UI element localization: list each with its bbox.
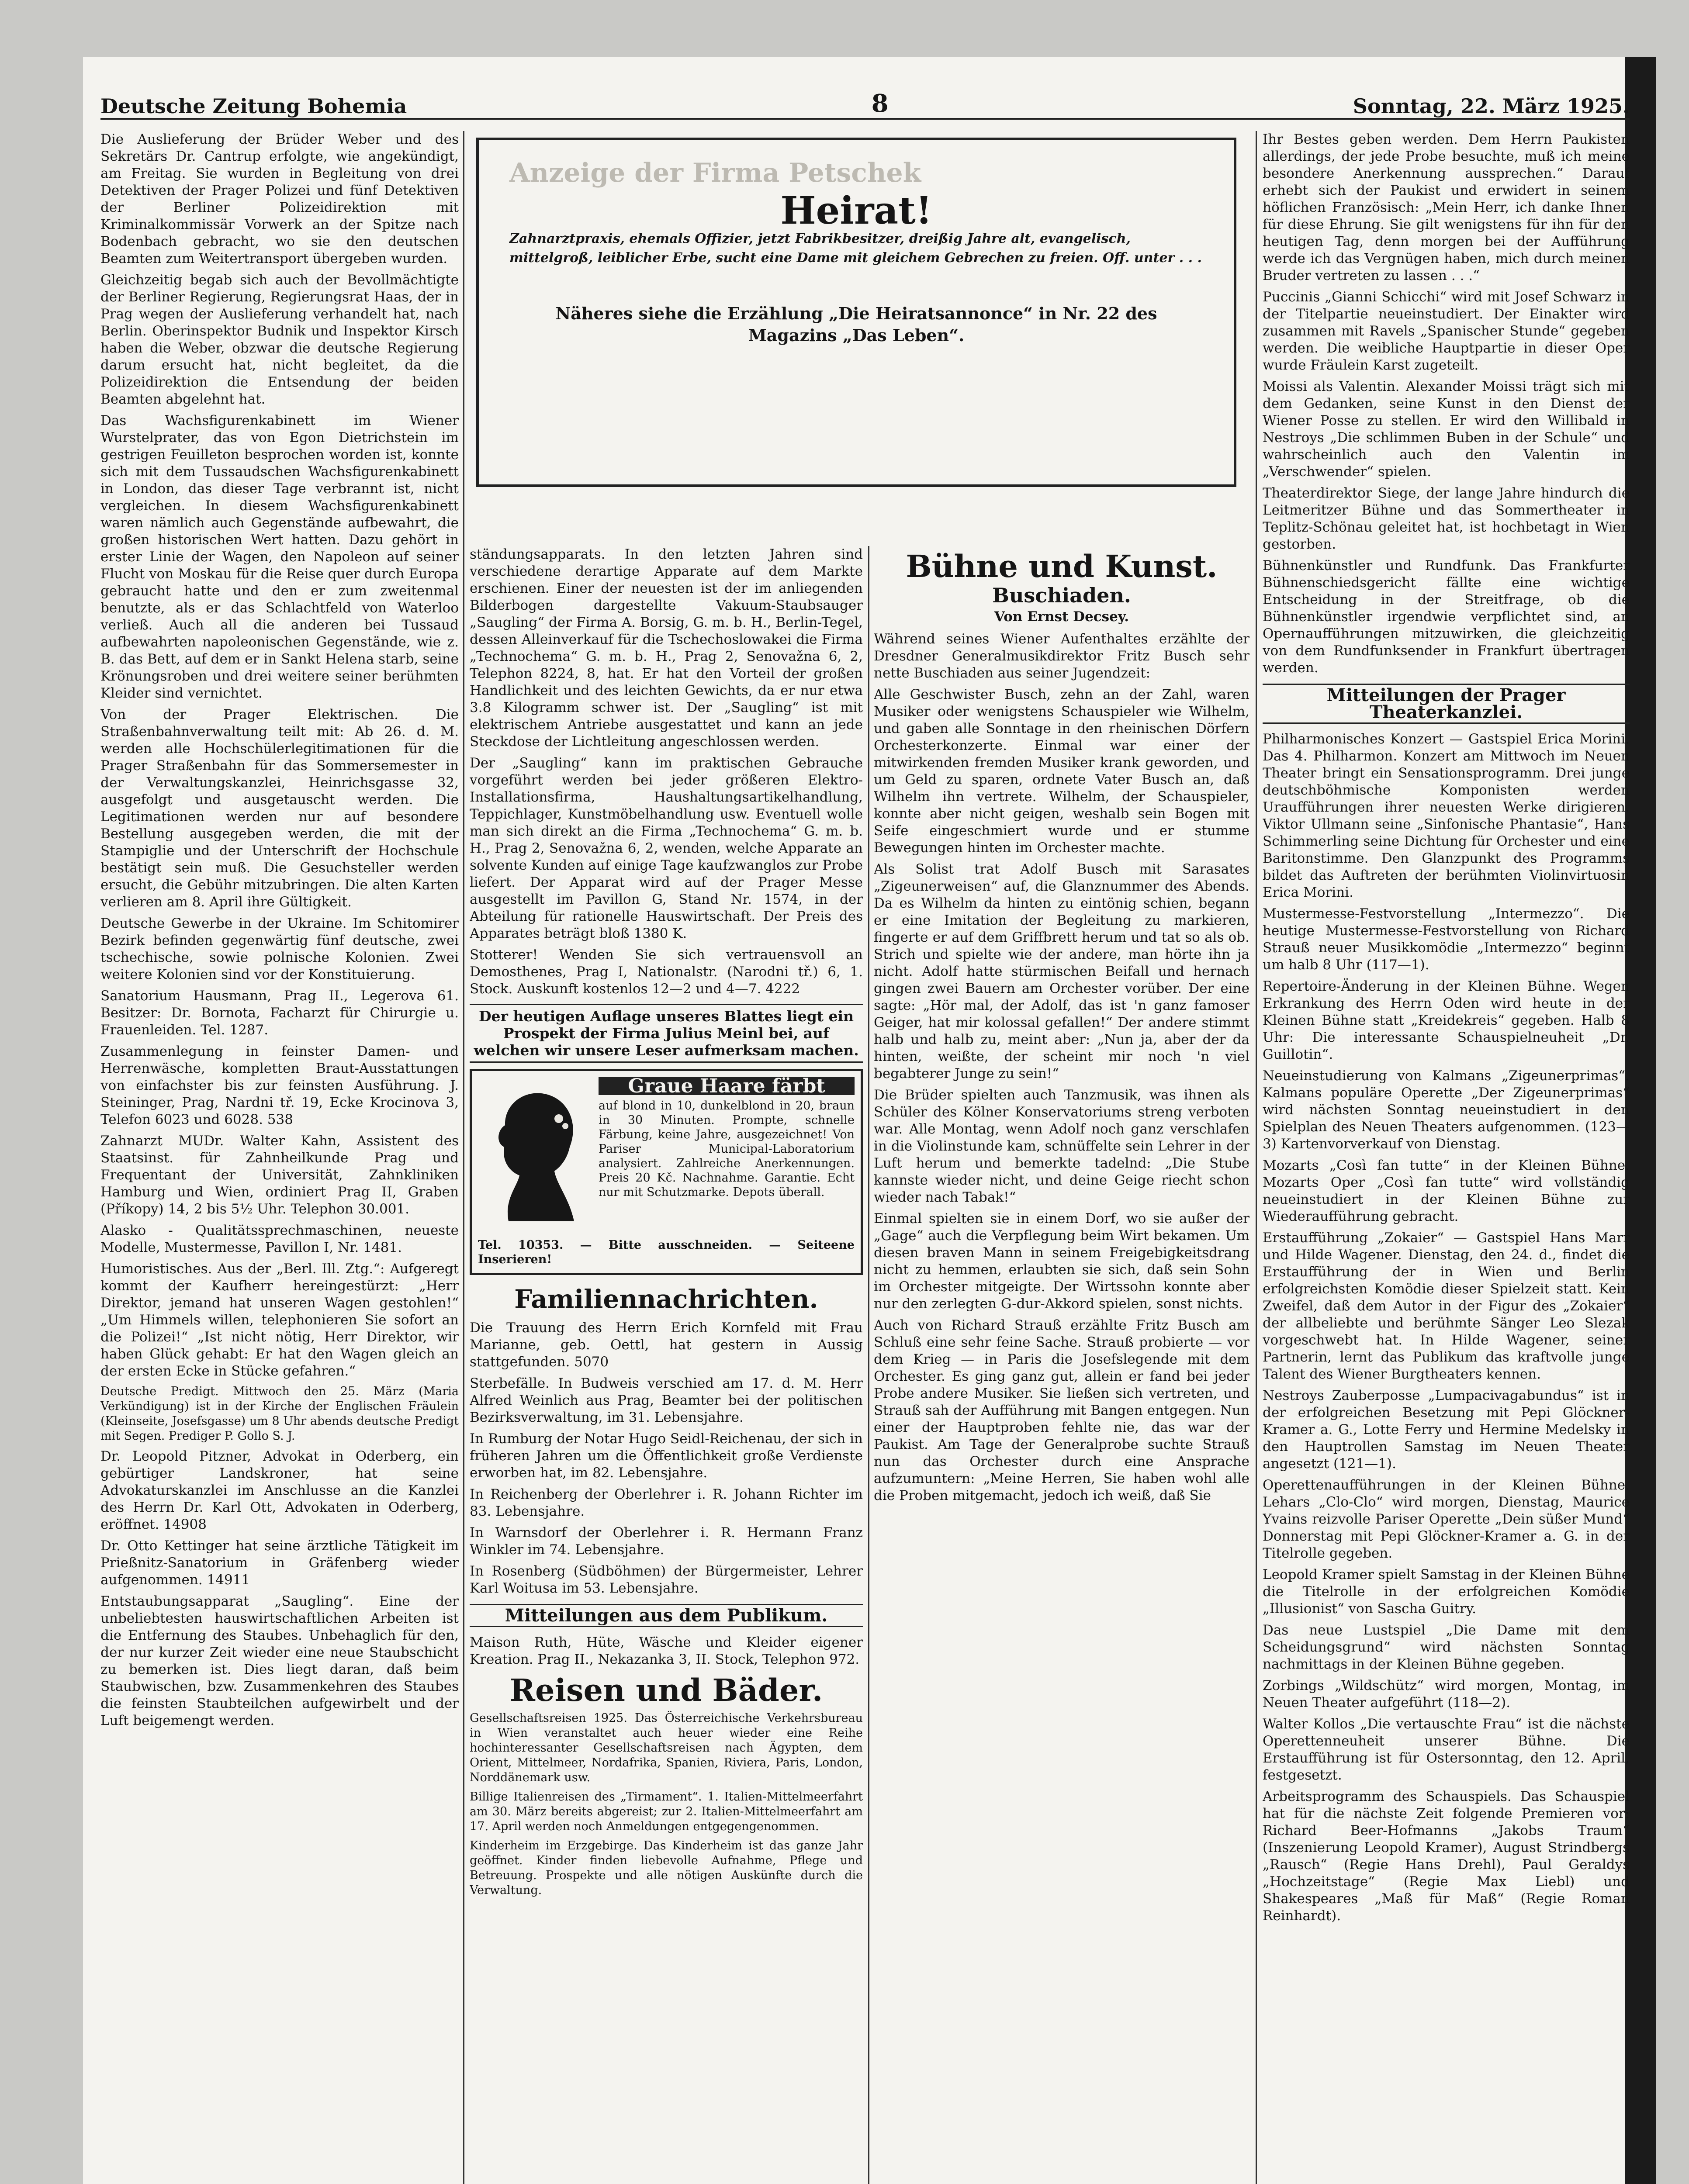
family-notice: In Rosenberg (Südböhmen) der Bürgermeister, Lehrer Karl Woitusa im 53. Lebensjahre. bbox=[470, 1563, 863, 1596]
article-paragraph: Alle Geschwister Busch, zehn an der Zahl, waren Musiker oder wenigstens Schauspieler wie Wilhelm, und gaben alle Sonntage in den rheinischen Dörfern Orchesterkonzerte. Einmal war einer der mitwirkenden fremden Musiker krank geworden, und um Geld zu sparen, ordnete Vater Busch an, daß Wilhelm ihn vertrete. Wilhelm, der Schauspieler, konnte aber nicht geigen, weshalb sein Bogen mit Seife eingeschmiert wurde und er stumme Bewegungen hinten im Orchester machte. bbox=[874, 687, 1249, 856]
section-heading-theater-office: Mitteilungen der Prager Theaterkanzlei. bbox=[1263, 684, 1630, 724]
article-paragraph: Puccinis „Gianni Schicchi“ wird mit Josef Schwarz in der Titelpartie neueinstudiert. Der Einakter wird zusammen mit Ravels „Spanischer Stunde“ gegeben werden. Die weibliche Hauptpartie in dieser Oper wurde Fräulein Karst zugeteilt. bbox=[1263, 289, 1630, 373]
woman-silhouette-icon bbox=[478, 1077, 592, 1234]
article-paragraph: Dr. Leopold Pitzner, Advokat in Oderberg, ein gebürtiger Landskroner, hat seine Advokaturskanzlei im Anschlusse an die Kanzlei des Herrn Dr. Karl Ott, Advokaten in Oderberg, eröffnet. 14908 bbox=[100, 1448, 459, 1532]
hair-ad-footer: Tel. 10353. — Bitte ausschneiden. — Seiteene Inserieren! bbox=[478, 1238, 855, 1266]
column-rule bbox=[868, 546, 869, 2184]
hair-ad-heading: Graue Haare färbt bbox=[599, 1077, 855, 1095]
issue-date: Sonntag, 22. März 1925. bbox=[1353, 94, 1630, 118]
theater-notice: Repertoire-Änderung in der Kleinen Bühne. Wegen Erkrankung des Herrn Oden wird heute in der Kleinen Bühne statt „Kreidekreis“ gegeben. Halb 8 Uhr: Die interessante Schauspielneuheit „Dr. Guillotin“. bbox=[1263, 978, 1630, 1062]
article-paragraph: Von der Prager Elektrischen. Die Straßenbahnverwaltung teilt mit: Ab 26. d. M. werden alle Hochschülerlegitimationen für die Prager Straßenbahn für das Sommersemester in der Verwaltungskanzlei, Heinrichsgasse 32, ausgefolgt und ausgetauscht werden. Die Legitimationen werden nur auf besondere Bestellung ausgegeben werden, die mit der Stampiglie und der Unterschrift der Hochschule bestätigt sein muß. Die Gesuchsteller werden ersucht, die Gebühr mitzubringen. Die alten Karten verlieren am 8. April ihre Gültigkeit. bbox=[100, 707, 459, 910]
family-notice: In Reichenberg der Oberlehrer i. R. Johann Richter im 83. Lebensjahre. bbox=[470, 1486, 863, 1519]
article-paragraph: Ihr Bestes geben werden. Dem Herrn Paukisten allerdings, der jede Probe besuchte, muß ich meine besondere Anerkennung aussprechen.“ Darauf erhebt sich der Paukist und erwidert in seinem höflichen Französisch: „Mein Herr, ich danke Ihnen für diese Ehrung. Sie gilt wenigstens für ihn für den heutigen Tag, denn morgen bei der Aufführung werde ich das Vergnügen haben, mich durch meinen Bruder vertreten zu lassen . . .“ bbox=[1263, 131, 1630, 283]
article-paragraph: Die Auslieferung der Brüder Weber und des Sekretärs Dr. Cantrup erfolgte, wie angekündigt, am Freitag. Sie wurden in Begleitung von drei Detektiven der Prager Polizei und fünf Detektiven der Berliner Polizeidirektion mit Kriminalkommissär Vorwerk an der Spitze nach Bodenbach gebracht, wo sie den deutschen Beamten zum Weitertransport übergeben wurden. bbox=[100, 131, 459, 266]
article-paragraph: Dr. Otto Kettinger hat seine ärztliche Tätigkeit im Prießnitz-Sanatorium in Gräfenberg wieder aufgenommen. 14911 bbox=[100, 1538, 459, 1588]
theater-notice: Zorbings „Wildschütz“ wird morgen, Montag, im Neuen Theater aufgeführt (118—2). bbox=[1263, 1678, 1630, 1711]
column-rule bbox=[463, 131, 464, 2184]
theater-notice: Operettenaufführungen in der Kleinen Bühne. Lehars „Clo-Clo“ wird morgen, Dienstag, Maurice Yvains reizvolle Pariser Operette „Dein süßer Mund“ Donnerstag mit Pepi Glöckner-Kramer a. G. in der Titelrolle gegeben. bbox=[1263, 1477, 1630, 1561]
family-notice: In Warnsdorf der Oberlehrer i. R. Hermann Franz Winkler im 74. Lebensjahre. bbox=[470, 1525, 863, 1558]
theater-notice: Neueinstudierung von Kalmans „Zigeunerprimas“. Kalmans populäre Operette „Der Zigeunerprimas“ wird nächsten Sonntag neueinstudiert in den Spielplan des Neuen Theaters aufgenommen. (123—3) Kartenvorverkauf von Dienstag. bbox=[1263, 1068, 1630, 1152]
ad-title: Heirat! bbox=[780, 189, 932, 233]
ad-body: Zahnarztpraxis, ehemals Offizier, jetzt Fabrikbesitzer, dreißig Jahre alt, evangelisch, mittelgroß, leiblicher Erbe, sucht eine Dame mit gleichem Gebrechen zu freien. Off. unter . . . bbox=[509, 231, 1202, 266]
column-stage-and-art bbox=[874, 546, 1249, 2184]
page-header bbox=[100, 87, 1630, 120]
article-paragraph: Sanatorium Hausmann, Prag II., Legerova 61. Besitzer: Dr. Bornota, Facharzt für Chirurgie u. Frauenleiden. Tel. 1287. bbox=[100, 988, 459, 1038]
article-paragraph: Bühnenkünstler und Rundfunk. Das Frankfurter Bühnenschiedsgericht fällte eine wichtige Entscheidung in der Streitfrage, ob die Bühnenkünstler irgendwie verpflichtet sind, an Opernaufführungen mitzuwirken, die gleichzeitig von dem Rundfunksender in Frankfurt übertragen werden. bbox=[1263, 558, 1630, 676]
article-paragraph: Entstaubungsapparat „Saugling“. Eine der unbeliebtesten hauswirtschaftlichen Arbeiten ist die Entfernung des Staubes. Unbehaglich für den, der nur kurzer Zeit wieder eine neue Staubschicht zu bemerken ist. Dies liegt daran, daß beim Staubwischen, bzw. Zusammenkehren des Staubes die feinsten Staubteilchen aufgewirbelt und der Luft beigemengt werden. bbox=[100, 1593, 459, 1728]
theater-notice: Mustermesse-Festvorstellung „Intermezzo“. Die heutige Mustermesse-Festvorstellung von Richard Strauß neuer Musikkomödie „Intermezzo“ beginnt um halb 8 Uhr (117—1). bbox=[1263, 906, 1630, 973]
theater-notice: Philharmonisches Konzert — Gastspiel Erica Morini. Das 4. Philharmon. Konzert am Mittwoch im Neuen Theater bringt ein Sensationsprogramm. Drei junge deutschböhmische Komponisten werden Uraufführungen ihrer neuesten Werke dirigieren. Viktor Ullmann seine „Sinfonische Phantasie“, Hans Schimmerling seine Dichtung für Orchester und eine Baritonstimme. Den Glanzpunkt des Programms bildet das Auftreten der berühmten Violinvirtuosin Erica Morini. bbox=[1263, 731, 1630, 900]
article-paragraph: Das Wachsfigurenkabinett im Wiener Wurstelprater, das von Egon Dietrichstein im gestrigen Feuilleton besprochen worden ist, konnte sich mit dem Tussaudschen Wachsfigurenkabinett in London, das dieser Tage verbrannt ist, nicht vergleichen. In diesem Wachsfigurenkabinett waren nämlich auch Gegenstände aufbewahrt, die großen historischen Wert hatten. Dazu gehört in erster Linie der Wagen, den Napoleon auf seiner Flucht von Moskau für die Reise quer durch Europa gebraucht hatte und den er zum zweitenmal benutzte, als er das Schlachtfeld von Waterloo verließ. Auch all die anderen bei Tussaud aufbewahrten napoleonischen Gegenstände, wie z. B. das Bett, auf dem er in Sankt Helena starb, seine Krönungsroben und drei weitere seiner berühmten Kleider sind vernichtet. bbox=[100, 413, 459, 701]
theater-notice: Walter Kollos „Die vertauschte Frau“ ist die nächste Operettenneuheit unserer Bühne. Die Erstaufführung ist für Ostersonntag, den 12. April, festgesetzt. bbox=[1263, 1716, 1630, 1783]
newspaper-page bbox=[83, 57, 1656, 2184]
masthead: Deutsche Zeitung Bohemia bbox=[100, 94, 407, 118]
theater-notice: Mozarts „Così fan tutte“ in der Kleinen Bühne. Mozarts Oper „Così fan tutte“ wird vollständig neueinstudiert in der Kleinen Bühne zur Wiederaufführung gebracht. bbox=[1263, 1158, 1630, 1224]
travel-notice: Kinderheim im Erzgebirge. Das Kinderheim ist das ganze Jahr geöffnet. Kinder finden liebevolle Aufnahme, Pflege und Betreuung. Prospekte und alle nötigen Auskünfte durch die Verwaltung. bbox=[470, 1839, 863, 1897]
article-paragraph: ständungsapparats. In den letzten Jahren sind verschiedene derartige Apparate auf dem Markte erschienen. Einer der neuesten ist der im anliegenden Bilderbogen dargestellte Vakuum-Staubsauger „Saugling“ der Firma A. Borsig, G. m. b. H., Berlin-Tegel, dessen Alleinverkauf für die Tschechoslowakei die Firma „Technochema“ G. m. b. H., Prag 2, Senovažna 6, 2, Telephon 8224, 8, hat. Er hat den Vorteil der großen Handlichkeit und des leichten Gewichts, da er nur etwa 3.8 Kilogramm schwer ist. Der „Saugling“ ist mit elektrischem Antriebe ausgestattet und kann an jede Steckdose der Lichtleitung angeschlossen werden. bbox=[470, 546, 863, 750]
article-paragraph: Moissi als Valentin. Alexander Moissi trägt sich mit dem Gedanken, seine Kunst in den Dienst der Wiener Posse zu stellen. Er wird den Willibald in Nestroys „Die schlimmen Buben in der Schule“ und wahrscheinlich auch den Valentin im „Verschwender“ spielen. bbox=[1263, 379, 1630, 480]
theater-notice: Erstaufführung „Zokaier“ — Gastspiel Hans Marr und Hilde Wagener. Dienstag, den 24. d., findet die Erstaufführung der in Wien und Berlin erfolgreichsten Komödie dieser Spielzeit statt. Kein Zweifel, daß dem Autor in der Figur des „Zokaier“ der allbeliebte und berühmte Sänger Leo Slezak vorgeschwebt hat. In Hilde Wagener, seiner Partnerin, lernt das Publikum das kraftvolle junge Talent des Wiener Burgtheaters kennen. bbox=[1263, 1230, 1630, 1382]
section-heading-stage: Bühne und Kunst. bbox=[906, 548, 1218, 584]
article-paragraph: Alasko - Qualitätssprechmaschinen, neueste Modelle, Mustermesse, Pavillon I, Nr. 1481. bbox=[100, 1223, 459, 1255]
travel-notice: Gesellschaftsreisen 1925. Das Österreichische Verkehrsbureau in Wien veranstaltet auch heuer wieder eine Reihe hochinteressanter Gesellschaftsreisen nach Ägypten, dem Orient, Mittelmeer, Nordafrika, Spanien, Riviera, Paris, London, Norddänemark usw. bbox=[470, 1711, 863, 1784]
article-paragraph: Während seines Wiener Aufenthaltes erzählte der Dresdner Generalmusikdirektor Fritz Busch sehr nette Buschiaden aus seiner Jugendzeit: bbox=[874, 631, 1249, 681]
column-theater-notes bbox=[1263, 131, 1630, 2184]
article-paragraph: Der „Saugling“ kann im praktischen Gebrauche vorgeführt werden bei jeder größeren Elektro-Installationsfirma, Haushaltungsartikelhandlung, Teppichlager, Kunstmöbelhandlung usw. Eventuell wolle man sich direkt an die Firma „Technochema“ G. m. b. H., Prag 2, Senovažna 6, 2, wenden, welche Apparate an solvente Kunden auf einige Tage kaufzwanglos zur Probe liefert. Der Apparat wird auf der Prager Messe ausgestellt im Pavillon G, Stand Nr. 1574, in der Abteilung für rationelle Hauswirtschaft. Der Preis des Apparates beträgt bloß 1380 K. bbox=[470, 755, 863, 941]
article-paragraph: Theaterdirektor Siege, der lange Jahre hindurch die Leitmeritzer Bühne und das Sommertheater in Teplitz-Schönau geleitet hat, ist hochbetagt in Wien gestorben. bbox=[1263, 485, 1630, 552]
article-paragraph: Auch von Richard Strauß erzählte Fritz Busch am Schluß eine sehr feine Sache. Strauß probierte — vor dem Krieg — in Paris die Josefslegende mit dem Orchester. Es ging ganz gut, allein er fand bei jeder Probe andere Musiker. Sie ließen sich vertreten, und Strauß sah der Aufführung mit Bangen entgegen. Nun einer der Hauptproben fehlte nie, das war der Paukist. Am Tage der Generalprobe suchte Strauß nun das Orchester durch eine Ansprache aufzumuntern: „Meine Herren, Sie haben wohl alle die Proben mitgemacht, jedoch ich weiß, daß Sie bbox=[874, 1317, 1249, 1503]
section-heading-travel: Reisen und Bäder. bbox=[509, 1672, 823, 1708]
column-local-news bbox=[100, 131, 459, 2184]
family-notice: Sterbefälle. In Budweis verschied am 17. d. M. Herr Alfred Weinlich aus Prag, Beamter bei der politischen Bezirksverwaltung, im 31. Lebensjahre. bbox=[470, 1375, 863, 1425]
page-number: 8 bbox=[871, 89, 889, 118]
hair-ad-text: auf blond in 10, dunkelblond in 20, braun in 30 Minuten. Prompte, schnelle Färbung, keine Jahre, ausgezeichnet! Von Pariser Municipal-Laboratorium analysiert. Zahlreiche Anerkennungen. Preis 20 Kč. Nachnahme. Garantie. Echt nur mit Schutzmarke. Depots überall. bbox=[599, 1099, 855, 1199]
article-paragraph: Gleichzeitig begab sich auch der Bevollmächtigte der Berliner Regierung, Regierungsrat Haas, der in Prag wegen der Auslieferung verhandelt hat, nach Berlin. Oberinspektor Budnik und Inspektor Kirsch haben die Weber, obzwar die deutsche Regierung darum ersucht hat, nicht begleitet, da die Polizeidirektion die Entsendung der beiden Beamten abgelehnt hat. bbox=[100, 272, 459, 407]
article-paragraph: Als Solist trat Adolf Busch mit Sarasates „Zigeunerweisen“ auf, die Glanznummer des Abends. Da es Wilhelm da hinten zu eintönig schien, begann er eine Imitation der Begleitung zu markieren, fingerte er auf dem Griffbrett herum und tat so als ob. Strich und spielte wie der andere, man hörte ihn ja nicht. Adolf hatte stürmischen Beifall und hernach gingen zwei Bauern am Orchester vorüber. Der eine sagte: „Hör mal, der Adolf, das ist 'n ganz famoser Geiger, hat mir kolossal gefallen!“ Der andere stimmt halb und halb zu, meint aber: „Nun ja, aber der da hinten, weißte, der scheint mir noch 'n viel begabterer Junge zu sein!“ bbox=[874, 861, 1249, 1082]
article-paragraph: Deutsche Gewerbe in der Ukraine. Im Schitomirer Bezirk befinden gegenwärtig fünf deutsche, zwei tschechische, sowie polnische Kolonien. Zwei weitere Kolonien sind vor der Konstituierung. bbox=[100, 916, 459, 982]
theater-notice: Das neue Lustspiel „Die Dame mit dem Scheidungsgrund“ wird nächsten Sonntag nachmittags in der Kleinen Bühne gegeben. bbox=[1263, 1622, 1630, 1672]
article-paragraph: Deutsche Predigt. Mittwoch den 25. März (Maria Verkündigung) ist in der Kirche der Englischen Fräulein (Kleinseite, Josefsgasse) um 8 Uhr abends deutsche Predigt mit Segen. Prediger P. Gollo S. J. bbox=[100, 1385, 459, 1443]
hair-dye-advertisement bbox=[470, 1069, 863, 1275]
feuilleton-title: Buschiaden. bbox=[992, 584, 1131, 607]
article-paragraph: Zusammenlegung in feinster Damen- und Herrenwäsche, kompletten Braut-Ausstattungen von einfachster bis zur feinsten Ausführung. J. Steininger, Prag, Nardni tř. 19, Ecke Krocinova 3, Telefon 6023 und 6028. 538 bbox=[100, 1044, 459, 1127]
family-notice: Die Trauung des Herrn Erich Kornfeld mit Frau Marianne, geb. Oettl, hat gestern in Aussig stattgefunden. 5070 bbox=[470, 1320, 863, 1370]
section-heading-public: Mitteilungen aus dem Publikum. bbox=[470, 1604, 863, 1627]
theater-notice: Nestroys Zauberposse „Lumpacivagabundus“ ist in der erfolgreichen Besetzung mit Pepi Glöckner-Kramer a. G., Lotte Ferry und Hermine Medelsky in den Hauptrollen Samstag im Neuen Theater angesetzt (121—1). bbox=[1263, 1388, 1630, 1472]
ad-ghost-text: Anzeige der Firma Petschek bbox=[509, 158, 921, 188]
article-paragraph: Einmal spielten sie in einem Dorf, wo sie außer der „Gage“ auch die Verpflegung beim Wirt bekamen. Um diesen braven Mann in seinem Freigebigkeitsdrang nicht zu hemmen, erlaubten sie sich, daß sein Sohn im Orchester mitgeigte. Der Wirtssohn konnte aber nur den zerlegten G-dur-Akkord spielen, sonst nichts. bbox=[874, 1211, 1249, 1312]
theater-notice: Leopold Kramer spielt Samstag in der Kleinen Bühne die Titelrolle in der erfolgreichen Komödie „Illusionist“ von Sascha Guitry. bbox=[1263, 1567, 1630, 1617]
theater-notice: Arbeitsprogramm des Schauspiels. Das Schauspiel hat für die nächste Zeit folgende Premieren vor: Richard Beer-Hofmanns „Jakobs Traum“ (Inszenierung Leopold Kramer), August Strindbergs „Rausch“ (Regie Hans Drehl), Paul Geraldys „Hochzeitstage“ (Regie Max Liebl) und Shakespeares „Maß für Maß“ (Regie Roman Reinhardt). bbox=[1263, 1789, 1630, 1924]
page-edge-shadow bbox=[1625, 57, 1656, 2184]
travel-notice: Billige Italienreisen des „Tirmament“. 1. Italien-Mittelmeerfahrt am 30. März bereits abgereist; zur 2. Italien-Mittelmeerfahrt am 17. April werden noch Anmeldungen entgegengenommen. bbox=[470, 1790, 863, 1833]
family-notice: In Rumburg der Notar Hugo Seidl-Reichenau, der sich in früheren Jahren um die Öffentlichkeit große Verdienste erworben hat, im 82. Lebensjahre. bbox=[470, 1431, 863, 1481]
marriage-advertisement bbox=[476, 138, 1236, 487]
insert-notice: Der heutigen Auflage unseres Blattes liegt ein Prospekt der Firma Julius Meinl bei, auf welchen wir unsere Leser aufmerksam machen. bbox=[470, 1004, 863, 1063]
ad-reference: Näheres siehe die Erzählung „Die Heiratsannonce“ in Nr. 22 des Magazins „Das Leben“. bbox=[555, 304, 1157, 345]
article-paragraph: Humoristisches. Aus der „Berl. Ill. Ztg.“: Aufgeregt kommt der Kaufherr hereingestürzt: „Herr Direktor, jemand hat unseren Wagen gestohlen!“ „Um Himmels willen, telephonieren Sie sofort an die Polizei!“ „Ist nicht nötig, Herr Direktor, wir haben Glück gehabt: Er hat den Wagen gleich an der ersten Ecke in Stücke gefahren.“ bbox=[100, 1261, 459, 1379]
article-paragraph: Zahnarzt MUDr. Walter Kahn, Assistent des Staatsinst. für Zahnheilkunde Prag und Frequentant der Universität, Zahnkliniken Hamburg und Wien, ordiniert Prag II, Graben (Příkopy) 14, 2 bis 5½ Uhr. Telephon 30.001. bbox=[100, 1133, 459, 1217]
article-paragraph: Stotterer! Wenden Sie sich vertrauensvoll an Demosthenes, Prag I, Nationalstr. (Narodni tř.) 6, 1. Stock. Auskunft kostenlos 12—2 und 4—7. 4222 bbox=[470, 947, 863, 997]
public-notice: Maison Ruth, Hüte, Wäsche und Kleider eigener Kreation. Prag II., Nekazanka 3, II. Stock, Telephon 972. bbox=[470, 1635, 863, 1667]
column-rule bbox=[1256, 131, 1257, 2184]
section-heading-family: Familiennachrichten. bbox=[514, 1284, 818, 1314]
column-ads-family bbox=[470, 546, 863, 2184]
article-paragraph: Die Brüder spielten auch Tanzmusik, was ihnen als Schüler des Kölner Konservatoriums streng verboten war. Alle Montag, wenn Adolf noch ganz verschlafen in die Violinstunde kam, schnüffelte sein Lehrer in der Luft herum und bemerkte tadelnd: „Die Stube kannste wieder nicht, und deine Geige riecht schon wieder nach Tabak!“ bbox=[874, 1087, 1249, 1205]
author-byline: Von Ernst Decsey. bbox=[994, 609, 1129, 625]
